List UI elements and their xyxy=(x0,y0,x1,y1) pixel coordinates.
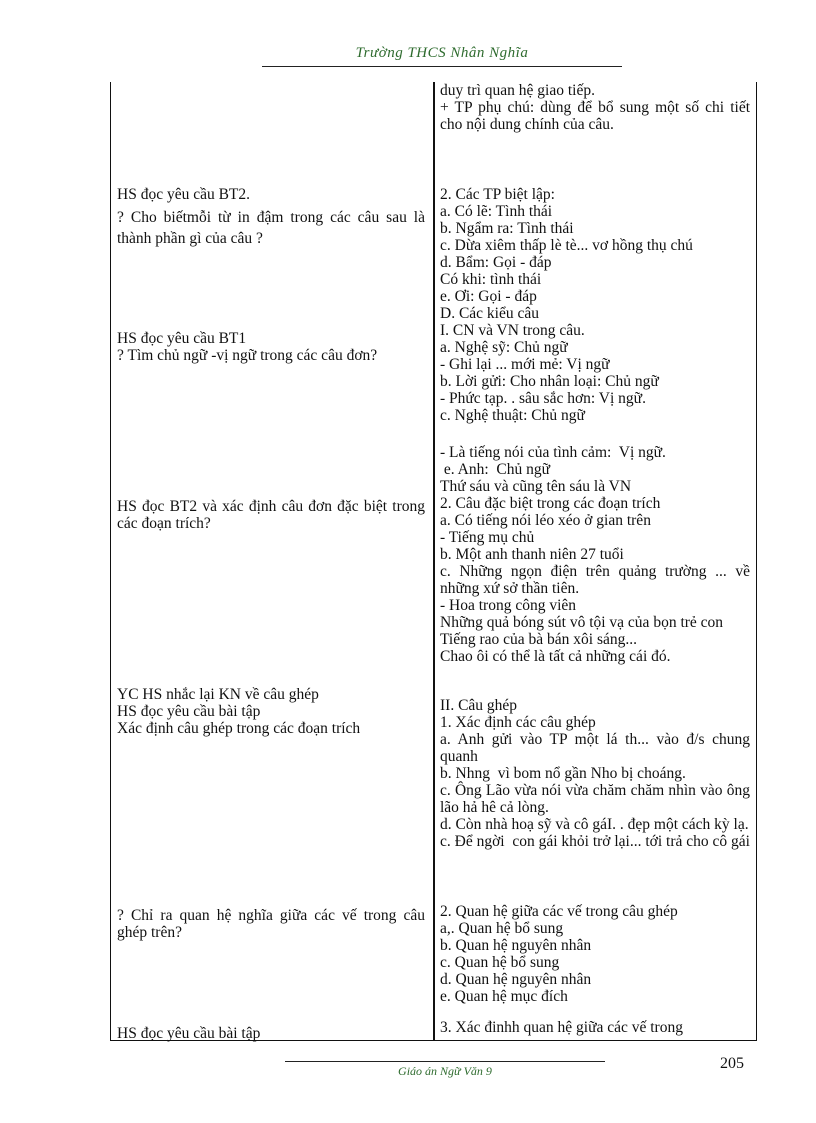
right-top-block xyxy=(440,82,750,133)
text-line: HS đọc yêu cầu bài tập xyxy=(117,703,261,720)
text-line: Có khi: tình thái xyxy=(440,271,542,288)
text-line: D. Các kiểu câu xyxy=(440,305,539,322)
text-line: II. Câu ghép xyxy=(440,697,518,714)
text-line: - Ghi lại ... mới mẻ: Vị ngữ xyxy=(440,356,610,373)
text-line: c. Những ngọn điện trên quảng trường ... về những xứ sở thần tiên. xyxy=(440,563,750,597)
right-ghep-block xyxy=(440,697,750,850)
left-ghep-block xyxy=(117,686,425,737)
text-line: Tiếng rao của bà bán xôi sáng... xyxy=(440,631,638,648)
text-line: a. Nghệ sỹ: Chủ ngữ xyxy=(440,339,568,356)
text-line: 2. Câu đặc biệt trong các đoạn trích xyxy=(440,495,661,512)
text-line: c. Để ngời con gái khỏi trở lại... tới trả cho cô gái xyxy=(440,833,750,850)
text-line: 3. Xác đinhh quan hệ giữa các vế trong xyxy=(440,1019,683,1036)
text-line: d. Còn nhà hoạ sỹ và cô gáI. . đẹp một cách kỳ lạ. xyxy=(440,816,749,833)
page-number: 205 xyxy=(720,1055,744,1072)
text-line: b. Quan hệ nguyên nhân xyxy=(440,937,592,954)
text-line: Những quả bóng sút vô tội vạ của bọn trẻ con xyxy=(440,614,724,631)
text-line: ? Chỉ ra quan hệ nghĩa giữa các vế trong câu ghép trên? xyxy=(117,907,425,941)
text-line: d. Quan hệ nguyên nhân xyxy=(440,971,592,988)
page-header xyxy=(262,44,622,67)
text-line: Thứ sáu và cũng tên sáu là VN xyxy=(440,478,632,495)
text-line: duy trì quan hệ giao tiếp. xyxy=(440,82,595,99)
text-line: ? Cho biếtmỗi từ in đậm trong các câu sau là thành phần gì của câu ? xyxy=(117,209,425,247)
text-line: - Là tiếng nói của tình cảm: Vị ngữ. xyxy=(440,444,666,461)
text-line: b. Nhng vì bom nổ gần Nho bị choáng. xyxy=(440,765,686,782)
text-line: c. Ông Lão vừa nói vừa chăm chăm nhìn vào ông lão hả hê cả lòng. xyxy=(440,782,750,816)
text-line: ? Tìm chủ ngữ -vị ngữ trong các câu đơn? xyxy=(117,347,378,364)
text-line: - Hoa trong công viên xyxy=(440,597,577,614)
text-line: HS đọc yêu cầu BT2. xyxy=(117,186,251,203)
header-title: Trường THCS Nhân Nghĩa xyxy=(355,45,529,61)
text-line: d. Bẩm: Gọi - đáp xyxy=(440,254,552,271)
text-line: I. CN và VN trong câu. xyxy=(440,322,585,339)
text-line: HS đọc yêu cầu bài tập xyxy=(117,1025,261,1042)
right-bt2-block xyxy=(440,186,750,424)
text-line: Xác định câu ghép trong các đoạn trích xyxy=(117,720,361,737)
left-quanhe-block xyxy=(117,907,425,941)
text-line: - Tiếng mụ chủ xyxy=(440,529,535,546)
text-line: e. Ơi: Gọi - đáp xyxy=(440,288,537,305)
left-bt1-block xyxy=(117,330,425,364)
right-quanhe-block xyxy=(440,903,750,1005)
text-line: 1. Xác định các câu ghép xyxy=(440,714,596,731)
text-line: e. Anh: Chủ ngữ xyxy=(440,461,551,478)
text-line: 2. Các TP biệt lập: xyxy=(440,186,555,203)
text-line: c. Dừa xiêm thấp lè tè... vơ hồng thụ chú xyxy=(440,237,693,254)
text-line: b. Lời gửi: Cho nhân loại: Chủ ngữ xyxy=(440,373,659,390)
text-line: HS đọc yêu cầu BT1 xyxy=(117,330,247,347)
text-line: b. Ngẩm ra: Tình thái xyxy=(440,220,574,237)
text-line: + TP phụ chú: dùng để bổ sung một số chi tiết cho nội dung chính của câu. xyxy=(440,99,750,133)
text-line: c. Nghệ thuật: Chủ ngữ xyxy=(440,407,585,424)
text-line: - Phức tạp. . sâu sắc hơn: Vị ngữ. xyxy=(440,390,646,407)
text-line: Chao ôi có thể là tất cả những cái đó. xyxy=(440,648,671,665)
text-line: 2. Quan hệ giữa các vế trong câu ghép xyxy=(440,903,678,920)
text-line: a. Có tiếng nói léo xéo ở gian trên xyxy=(440,512,651,529)
left-last-block xyxy=(117,1025,425,1042)
footer-title: Giáo án Ngữ Văn 9 xyxy=(398,1064,492,1078)
column-divider xyxy=(433,82,435,1040)
text-line: a. Anh gửi vào TP một lá th... vào đ/s chung quanh xyxy=(440,731,750,765)
text-line: a. Có lẽ: Tình thái xyxy=(440,203,553,220)
text-line: e. Quan hệ mục đích xyxy=(440,988,568,1005)
left-bt2-block xyxy=(117,186,425,249)
right-bt1-cont-block xyxy=(440,444,750,665)
right-last-block xyxy=(440,1019,750,1036)
text-line: HS đọc BT2 và xác định câu đơn đặc biệt trong các đoạn trích? xyxy=(117,498,425,532)
text-line: c. Quan hệ bổ sung xyxy=(440,954,560,971)
text-line: a,. Quan hệ bổ sung xyxy=(440,920,564,937)
text-line: b. Một anh thanh niên 27 tuổi xyxy=(440,546,624,563)
text-line: YC HS nhắc lại KN về câu ghép xyxy=(117,686,319,703)
footer-rule xyxy=(285,1061,605,1062)
left-dacbiet-block xyxy=(117,498,425,532)
